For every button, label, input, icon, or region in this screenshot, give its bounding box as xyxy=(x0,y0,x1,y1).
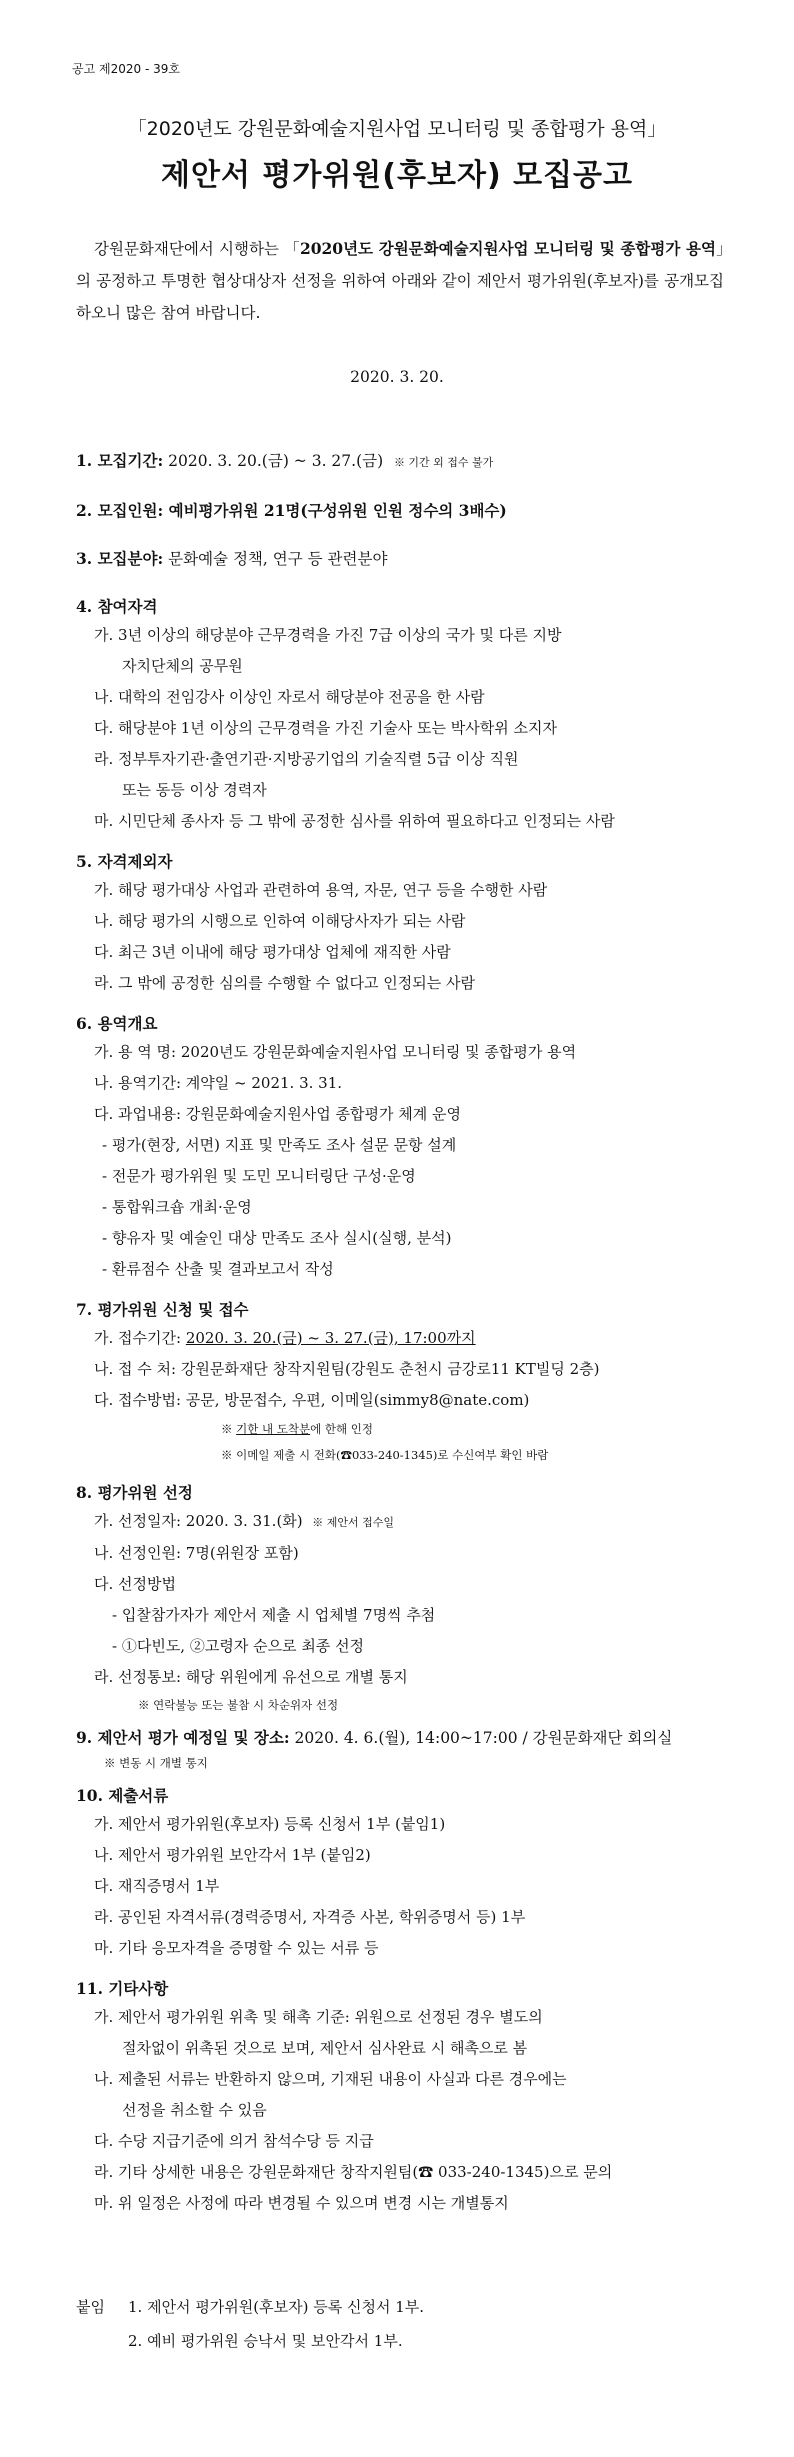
list-item: 나. 제안서 평가위원 보안각서 1부 (붙임2) xyxy=(94,1846,371,1864)
list-item-continuation: 선정을 취소할 수 있음 xyxy=(122,2101,267,2119)
list-item: 마. 기타 응모자격을 증명할 수 있는 서류 등 xyxy=(94,1939,379,1957)
document-title: 제안서 평가위원(후보자) 모집공고 xyxy=(160,158,634,193)
attachment-item: 2. 예비 평가위원 승낙서 및 보안각서 1부. xyxy=(128,2332,403,2350)
list-item: 라. 공인된 자격서류(경력증명서, 자격증 사본, 학위증명서 등) 1부 xyxy=(94,1908,526,1926)
section-label: 2. 모집인원: xyxy=(76,501,164,520)
recruit-field-value: 문화예술 정책, 연구 등 관련분야 xyxy=(163,550,388,568)
list-item: 라. 선정통보: 해당 위원에게 유선으로 개별 통지 xyxy=(94,1668,408,1686)
list-item: 나. 제출된 서류는 반환하지 않으며, 기재된 내용이 사실과 다른 경우에는 xyxy=(94,2070,567,2088)
notice-number: 공고 제2020 - 39호 xyxy=(72,62,180,76)
email-note: ※ 이메일 제출 시 전화(☎033-240-1345)로 수신여부 확인 바람 xyxy=(221,1448,549,1462)
recruit-count-value: 예비평가위원 21명(구성위원 인원 정수의 3배수) xyxy=(163,501,507,520)
section-evaluation-date xyxy=(76,1725,736,1775)
list-item: 다. 최근 3년 이내에 해당 평가대상 업체에 재직한 사람 xyxy=(94,943,451,961)
section-label: 11. 기타사항 xyxy=(76,1979,169,1998)
section-label: 1. 모집기간: xyxy=(76,451,164,470)
section-other xyxy=(76,1976,736,2219)
section-recruit-field xyxy=(76,546,736,572)
list-item: 라. 그 밖에 공정한 심의를 수행할 수 없다고 인정되는 사람 xyxy=(94,974,475,992)
list-item-continuation: 자치단체의 공무원 xyxy=(122,657,243,675)
section-exclusions xyxy=(76,849,736,999)
list-item: 다. 선정방법 xyxy=(94,1575,176,1593)
list-item: 마. 위 일정은 사정에 따라 변경될 수 있으며 변경 시는 개별통지 xyxy=(94,2194,509,2212)
attachments xyxy=(76,2290,424,2358)
section-label: 3. 모집분야: xyxy=(76,549,164,568)
list-item: 마. 시민단체 종사자 등 그 밖에 공정한 심사를 위하여 필요하다고 인정되는 사람 xyxy=(94,812,615,830)
list-item: 나. 접 수 처: 강원문화재단 창작지원팀(강원도 춘천시 금강로11 KT빌딩 2층) xyxy=(94,1360,600,1378)
list-item: 나. 대학의 전임강사 이상인 자로서 해당분야 전공을 한 사람 xyxy=(94,688,485,706)
deadline-note-tail: 에 한해 인정 xyxy=(310,1422,373,1436)
announcement-date: 2020. 3. 20. xyxy=(350,368,444,386)
intro-post: 」의 공정하고 투명한 협상대상자 선정을 위하여 아래와 같이 제안서 평가위원(후보자)를 공개모집 하오니 많은 참여 바랍니다. xyxy=(76,240,724,322)
section-documents xyxy=(76,1783,736,1964)
intro-project-name: 2020년도 강원문화예술지원사업 모니터링 및 종합평가 용역 xyxy=(299,239,716,258)
list-item: 라. 기타 상세한 내용은 강원문화재단 창작지원팀(☎ 033-240-1345)으로 문의 xyxy=(94,2163,613,2181)
attachment-item: 1. 제안서 평가위원(후보자) 등록 신청서 1부. xyxy=(128,2298,425,2316)
note-mark: ※ xyxy=(221,1422,237,1436)
evaluation-date-note: ※ 변동 시 개별 통지 xyxy=(104,1756,208,1770)
selection-note: ※ 연락불능 또는 불참 시 차순위자 선정 xyxy=(138,1698,339,1712)
section-label: 8. 평가위원 선정 xyxy=(76,1483,193,1502)
intro-pre: 강원문화재단에서 시행하는 「 xyxy=(94,240,300,258)
list-item: 다. 접수방법: 공문, 방문접수, 우편, 이메일(simmy8@nate.com) xyxy=(94,1391,530,1409)
deadline-note xyxy=(76,1416,736,1442)
section-recruit-period xyxy=(76,448,736,476)
list-item: 다. 수당 지급기준에 의거 참석수당 등 지급 xyxy=(94,2132,374,2150)
list-item xyxy=(76,1323,736,1354)
recruit-period-note: ※ 기간 외 접수 불가 xyxy=(393,456,494,469)
selection-date-note: ※ 제안서 접수일 xyxy=(312,1516,394,1529)
application-period-label: 가. 접수기간: xyxy=(94,1329,186,1347)
list-item: 라. 정부투자기관·출연기관·지방공기업의 기술직렬 5급 이상 직원 xyxy=(94,750,519,768)
intro-paragraph xyxy=(76,233,724,329)
deadline-note-underlined: 기한 내 도착분 xyxy=(236,1422,311,1436)
list-item: 다. 과업내용: 강원문화예술지원사업 종합평가 체계 운영 xyxy=(94,1105,461,1123)
section-label: 10. 제출서류 xyxy=(76,1786,169,1805)
dash-item: - ①다빈도, ②고령자 순으로 최종 선정 xyxy=(112,1637,365,1655)
list-item: 가. 제안서 평가위원 위촉 및 해촉 기준: 위원으로 선정된 경우 별도의 xyxy=(94,2008,543,2026)
section-label: 6. 용역개요 xyxy=(76,1014,158,1033)
list-item: 가. 용 역 명: 2020년도 강원문화예술지원사업 모니터링 및 종합평가 용역 xyxy=(94,1043,577,1061)
attachments-label: 붙임 xyxy=(76,2298,105,2316)
dash-item: - 입찰참가자가 제안서 제출 시 업체별 7명씩 추첨 xyxy=(112,1606,436,1624)
evaluation-date-value: 2020. 4. 6.(월), 14:00~17:00 / 강원문화재단 회의실 xyxy=(289,1729,673,1747)
list-item: 나. 해당 평가의 시행으로 인하여 이해당사자가 되는 사람 xyxy=(94,912,466,930)
section-service-overview xyxy=(76,1011,736,1285)
list-item-continuation: 또는 동등 이상 경력자 xyxy=(122,781,267,799)
dash-item: - 향유자 및 예술인 대상 만족도 조사 실시(실행, 분석) xyxy=(102,1229,452,1247)
list-item-continuation: 절차없이 위촉된 것으로 보며, 제안서 심사완료 시 해촉으로 봄 xyxy=(122,2039,528,2057)
dash-item: - 통합워크숍 개최·운영 xyxy=(102,1198,252,1216)
list-item: 가. 해당 평가대상 사업과 관련하여 용역, 자문, 연구 등을 수행한 사람 xyxy=(94,881,548,899)
selection-date: 가. 선정일자: 2020. 3. 31.(화) xyxy=(94,1512,303,1530)
list-item: 가. 제안서 평가위원(후보자) 등록 신청서 1부 (붙임1) xyxy=(94,1815,446,1833)
recruit-period-value: 2020. 3. 20.(금) ~ 3. 27.(금) xyxy=(163,452,384,470)
list-item: 나. 용역기간: 계약일 ~ 2021. 3. 31. xyxy=(94,1074,343,1092)
list-item: 다. 해당분야 1년 이상의 근무경력을 가진 기술사 또는 박사학위 소지자 xyxy=(94,719,557,737)
dash-item: - 평가(현장, 서면) 지표 및 만족도 조사 설문 문항 설계 xyxy=(102,1136,457,1154)
list-item xyxy=(76,1506,736,1538)
dash-item: - 환류점수 산출 및 결과보고서 작성 xyxy=(102,1260,334,1278)
document-subtitle: 「2020년도 강원문화예술지원사업 모니터링 및 종합평가 용역」 xyxy=(127,118,667,140)
notice-body xyxy=(76,448,736,2219)
section-recruit-count xyxy=(76,498,736,524)
list-item: 가. 3년 이상의 해당분야 근무경력을 가진 7급 이상의 국가 및 다른 지방 xyxy=(94,626,562,644)
section-application xyxy=(76,1297,736,1468)
section-label: 9. 제안서 평가 예정일 및 장소: xyxy=(76,1728,290,1747)
application-period-value: 2020. 3. 20.(금) ~ 3. 27.(금), 17:00까지 xyxy=(185,1329,476,1347)
section-label: 7. 평가위원 신청 및 접수 xyxy=(76,1300,249,1319)
section-eligibility xyxy=(76,594,736,837)
section-label: 5. 자격제외자 xyxy=(76,852,173,871)
list-item: 다. 재직증명서 1부 xyxy=(94,1877,220,1895)
dash-item: - 전문가 평가위원 및 도민 모니터링단 구성·운영 xyxy=(102,1167,416,1185)
section-label: 4. 참여자격 xyxy=(76,597,158,616)
section-selection xyxy=(76,1480,736,1717)
list-item: 나. 선정인원: 7명(위원장 포함) xyxy=(94,1544,299,1562)
